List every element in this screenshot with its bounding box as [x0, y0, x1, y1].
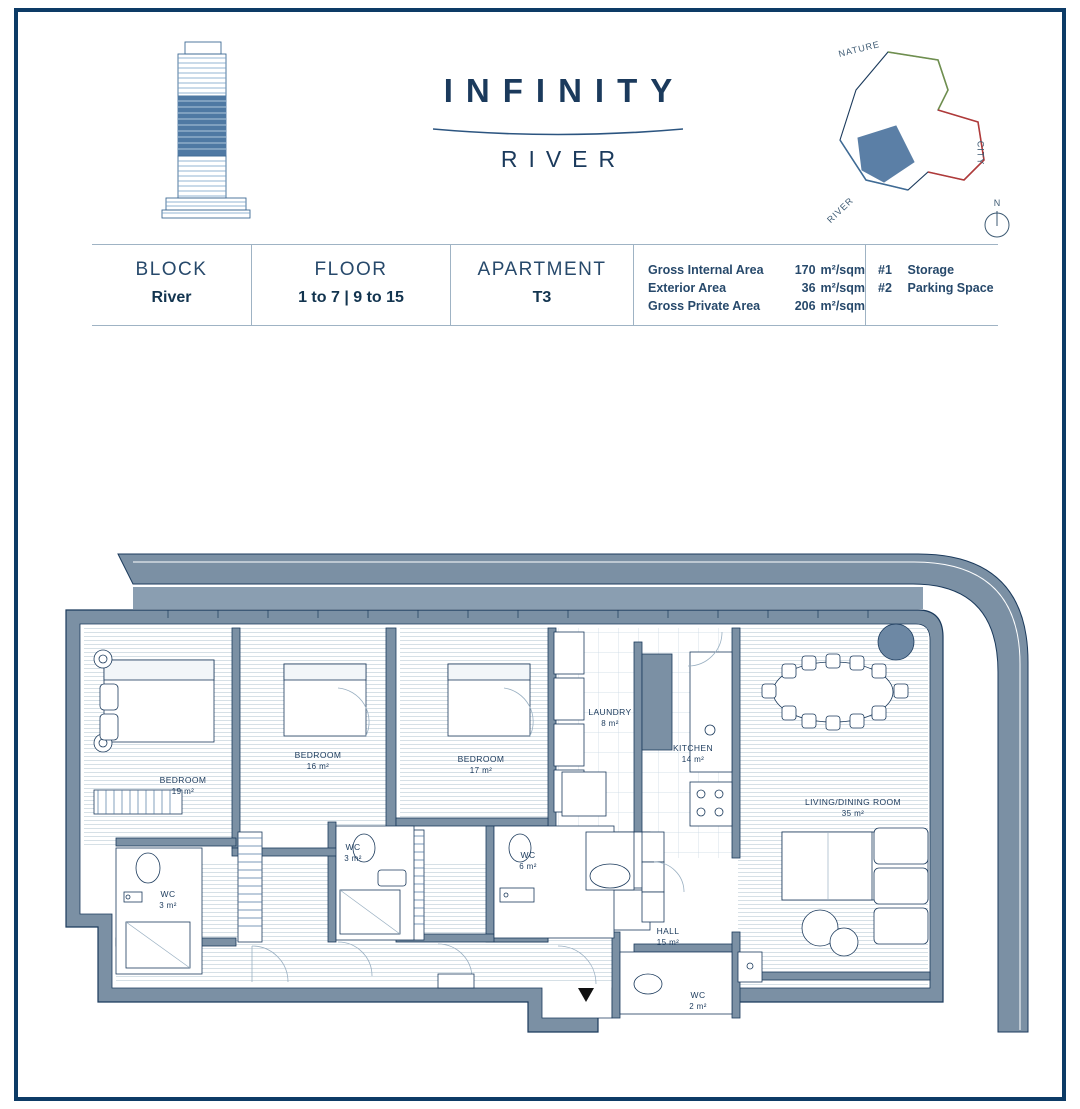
room-area: 6 m² — [519, 862, 537, 871]
site-label-river: RIVER — [825, 195, 856, 225]
area-row — [648, 279, 865, 297]
room-label — [138, 775, 228, 797]
extra-row — [878, 261, 998, 279]
brand-swoosh-icon — [433, 124, 683, 134]
area-row — [648, 261, 865, 279]
room-area: 3 m² — [159, 901, 177, 910]
room-area: 19 m² — [171, 787, 195, 796]
room-area: 8 m² — [601, 719, 619, 728]
compass-north-label: N — [993, 198, 1001, 208]
tower-illustration — [160, 34, 260, 224]
extra-label: Storage — [907, 263, 955, 277]
info-apartment-value: T3 — [532, 289, 552, 306]
site-label-city: CITY — [975, 140, 986, 166]
room-name: WC — [690, 990, 706, 1000]
room-area: 35 m² — [841, 809, 865, 818]
info-floor-value: 1 to 7 | 9 to 15 — [298, 289, 404, 306]
site-label-nature: NATURE — [837, 39, 881, 59]
area-row — [648, 297, 865, 315]
area-label: Gross Internal Area — [648, 263, 764, 277]
room-label — [503, 850, 553, 872]
room-label — [778, 797, 928, 819]
room-area: 16 m² — [306, 762, 330, 771]
area-value: 170 — [794, 263, 816, 277]
room-name: BEDROOM — [294, 750, 342, 760]
room-name: LIVING/DINING ROOM — [805, 797, 901, 807]
sheet-header — [18, 12, 1062, 242]
room-name: KITCHEN — [672, 743, 714, 753]
room-label — [273, 750, 363, 772]
room-name: BEDROOM — [457, 754, 505, 764]
room-area: 3 m² — [344, 854, 362, 863]
info-block-value: River — [151, 289, 192, 306]
info-block — [92, 245, 252, 325]
room-label — [653, 743, 733, 765]
room-name: HALL — [656, 926, 680, 936]
room-area: 2 m² — [689, 1002, 707, 1011]
room-area: 14 m² — [681, 755, 705, 764]
room-name: WC — [345, 842, 361, 852]
room-name: WC — [520, 850, 536, 860]
room-label — [628, 926, 708, 948]
area-unit: m²/sqm — [820, 299, 865, 313]
room-label — [570, 707, 650, 729]
site-orientation-map — [788, 30, 1018, 240]
room-area: 17 m² — [469, 766, 493, 775]
info-floor-title: FLOOR — [314, 259, 388, 280]
info-areas — [634, 245, 866, 325]
area-unit: m²/sqm — [820, 281, 865, 295]
brand-subname: RIVER — [500, 146, 627, 172]
room-name: BEDROOM — [159, 775, 207, 785]
plan-sheet — [14, 8, 1066, 1101]
room-label — [673, 990, 723, 1012]
extra-row — [878, 279, 998, 297]
area-value: 206 — [794, 299, 816, 313]
room-label — [328, 842, 378, 864]
extra-number: #2 — [878, 281, 892, 295]
area-label: Exterior Area — [648, 281, 727, 295]
compass-icon — [980, 198, 1014, 244]
extra-label: Parking Space — [907, 281, 994, 295]
info-floor — [252, 245, 451, 325]
info-apartment-title: APARTMENT — [477, 259, 607, 280]
area-label: Gross Private Area — [648, 299, 761, 313]
info-extras — [866, 245, 998, 325]
brand-name: INFINITY — [443, 72, 686, 109]
area-unit: m²/sqm — [820, 263, 865, 277]
info-block-title: BLOCK — [135, 259, 208, 280]
room-name: LAUNDRY — [588, 707, 632, 717]
apartment-info-bar — [92, 244, 998, 326]
room-name: WC — [160, 889, 176, 899]
room-label — [143, 889, 193, 911]
brand-logo — [348, 72, 768, 173]
area-value: 36 — [801, 281, 816, 295]
extra-number: #1 — [878, 263, 892, 277]
room-area: 15 m² — [656, 938, 680, 947]
room-label — [436, 754, 526, 776]
info-apartment — [451, 245, 634, 325]
floorplan-drawing — [38, 532, 1048, 1052]
